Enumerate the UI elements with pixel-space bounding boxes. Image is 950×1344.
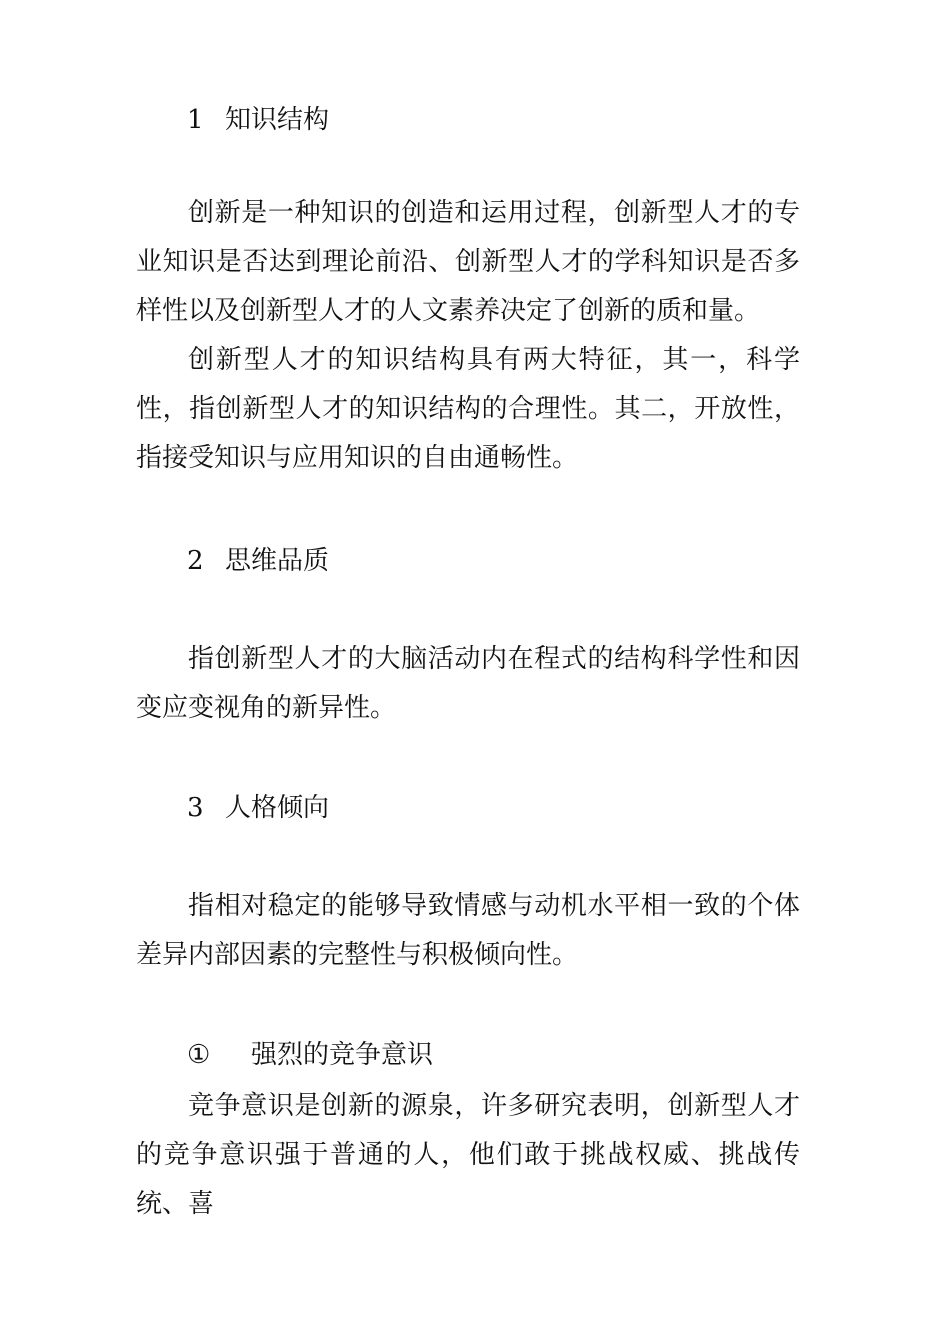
section-heading-1: [187, 104, 329, 136]
paragraph: 指创新型人才的大脑活动内在程式的结构科学性和因变应变视角的新异性。: [136, 644, 800, 723]
section-heading-2: [187, 545, 329, 577]
paragraph: 创新是一种知识的创造和运用过程，创新型人才的专业知识是否达到理论前沿、创新型人才的学科知识是否多样性以及创新型人才的人文素养决定了创新的质和量。: [136, 198, 800, 326]
subsection-heading: [187, 1039, 433, 1071]
subsection-title: 强烈的竞争意识: [251, 1040, 434, 1070]
section-number: 1: [187, 105, 204, 135]
paragraph: 创新型人才的知识结构具有两大特征，其一，科学性，指创新型人才的知识结构的合理性。其二，开放性，指接受知识与应用知识的自由通畅性。: [136, 345, 800, 473]
paragraph: 指相对稳定的能够导致情感与动机水平相一致的个体差异内部因素的完整性与积极倾向性。: [136, 891, 800, 970]
section-heading-3: [187, 792, 329, 824]
section-title: 知识结构: [225, 105, 330, 135]
section-number: 2: [187, 546, 204, 576]
circled-number-mark: ①: [187, 1040, 211, 1070]
paragraph: 竞争意识是创新的源泉，许多研究表明，创新型人才的竞争意识强于普通的人，他们敢于挑战权威、挑战传统、喜: [136, 1091, 800, 1219]
section-title: 人格倾向: [225, 793, 330, 823]
section-title: 思维品质: [225, 546, 330, 576]
section-number: 3: [187, 793, 204, 823]
